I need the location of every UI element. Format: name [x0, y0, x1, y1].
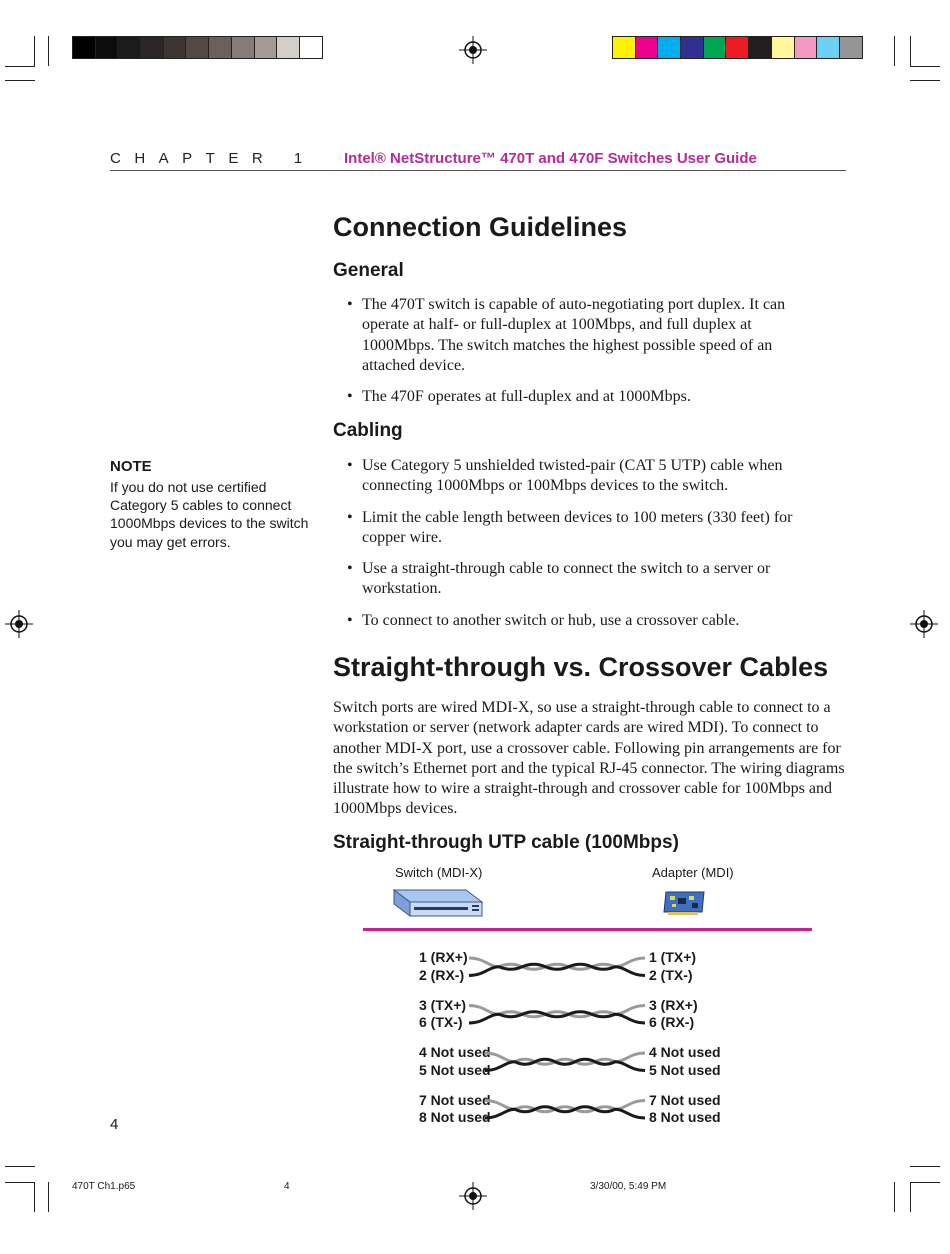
note-title: NOTE [110, 458, 152, 475]
pin-labels-left [419, 1044, 491, 1079]
color-swatch [840, 37, 862, 58]
wire-strand [485, 1101, 645, 1112]
color-swatch [164, 37, 187, 58]
color-swatch [772, 37, 795, 58]
cabling-bullet-list [333, 456, 813, 631]
color-swatch [636, 37, 659, 58]
list-item: • Use Category 5 unshielded twisted-pair (CAT 5 UTP) cable when connecting 1000Mbps or 100Mbps devices to the switch. [333, 456, 813, 497]
footer-page: 4 [284, 1181, 290, 1192]
list-item: • The 470T switch is capable of auto-negotiating port duplex. It can operate at half- or full-duplex at 100Mbps, and full duplex at 1000Mbps. The switch matches the highest possible speed of an attached device. [333, 295, 813, 376]
page-number: 4 [110, 1116, 119, 1133]
pin-label: 7 Not used [649, 1091, 721, 1108]
registration-target-icon [910, 610, 938, 638]
color-swatch [118, 37, 141, 58]
pin-label: 1 (TX+) [649, 949, 697, 965]
pin-label: 1 (RX+) [419, 949, 468, 965]
color-swatch [255, 37, 278, 58]
list-item: • Use a straight-through cable to connect the switch to a server or workstation. [333, 559, 813, 600]
pin-labels-right [649, 1092, 721, 1127]
wire-strand [485, 1053, 645, 1064]
pin-labels-right [649, 997, 698, 1032]
footer-timestamp: 3/30/00, 5:49 PM [590, 1181, 667, 1192]
footer-filename: 470T Ch1.p65 [72, 1181, 136, 1192]
list-item: • To connect to another switch or hub, use a crossover cable. [333, 611, 813, 631]
pin-label: 7 Not used [419, 1091, 491, 1108]
pin-labels-left [419, 949, 468, 984]
general-bullet-list [333, 295, 813, 407]
subheading-general: General [333, 260, 404, 281]
header-rule [110, 170, 846, 171]
list-item: • Limit the cable length between devices to 100 meters (330 feet) for copper wire. [333, 508, 813, 549]
color-swatch [817, 37, 840, 58]
color-swatch [232, 37, 255, 58]
color-swatch [613, 37, 636, 58]
pin-label: 6 (RX-) [649, 1014, 695, 1030]
pin-label: 3 (TX+) [419, 996, 467, 1013]
wire-strand [469, 1006, 645, 1017]
color-swatch [141, 37, 164, 58]
adapter-label: Adapter (MDI) [652, 865, 734, 880]
guide-title: Intel® NetStructure™ 470T and 470F Switches User Guide [344, 150, 757, 167]
registration-target-icon [459, 36, 487, 64]
list-item: • The 470F operates at full-duplex and at 1000Mbps. [333, 387, 813, 407]
pin-labels-right [649, 1044, 721, 1079]
pin-label: 3 (RX+) [649, 996, 698, 1013]
registration-target-icon [5, 610, 33, 638]
pin-label: 5 Not used [649, 1061, 721, 1078]
pin-label: 4 Not used [649, 1044, 721, 1060]
process-color-bar [612, 36, 863, 59]
color-swatch [726, 37, 749, 58]
switch-icon [392, 886, 484, 920]
color-swatch [73, 37, 96, 58]
color-swatch [681, 37, 704, 58]
pin-label: 8 Not used [419, 1109, 491, 1125]
color-swatch [658, 37, 681, 58]
wire-strand [485, 1107, 645, 1118]
registration-target-icon [459, 1182, 487, 1210]
chapter-label: CHAPTER 1 [110, 150, 316, 167]
pin-label: 5 Not used [419, 1061, 491, 1078]
wire-strand [485, 1059, 645, 1070]
pin-labels-left [419, 997, 466, 1032]
switch-label: Switch (MDI-X) [395, 865, 483, 880]
note-body: If you do not use certified Category 5 cables to connect 1000Mbps devices to the switch you may get errors. [110, 479, 309, 550]
section-heading-connection-guidelines: Connection Guidelines [333, 212, 628, 242]
pin-labels-right [649, 949, 696, 984]
wire-strand [469, 1012, 645, 1023]
color-swatch [704, 37, 727, 58]
pin-label: 8 Not used [649, 1109, 721, 1125]
color-swatch [795, 37, 818, 58]
network-adapter-icon [662, 890, 708, 918]
color-swatch [749, 37, 772, 58]
color-swatch [300, 37, 322, 58]
subheading-cabling: Cabling [333, 420, 403, 441]
wire-strand [469, 958, 645, 969]
pin-label: 4 Not used [419, 1044, 491, 1060]
pin-label: 2 (TX-) [649, 966, 693, 983]
diagram-title: Straight-through UTP cable (100Mbps) [333, 832, 679, 853]
color-swatch [186, 37, 209, 58]
section-heading-straight-vs-crossover: Straight-through vs. Crossover Cables [333, 652, 829, 682]
diagram-rule [363, 928, 812, 931]
color-swatch [209, 37, 232, 58]
pin-label: 6 (TX-) [419, 1014, 463, 1030]
color-swatch [96, 37, 119, 58]
wire-strand [469, 964, 645, 975]
body-paragraph: Switch ports are wired MDI-X, so use a straight-through cable to connect to a workstation or server (network adapter cards are wired MDI). To connect to another MDI-X port, use a crossover cable. Following pin arrangements are for the switch’s Ethernet port and the typical RJ-45 connector. The wiring diagrams illustrate how to wire a straight-through and crossover cable for 100Mbps and 1000Mbps devices. [333, 699, 845, 818]
color-swatch [277, 37, 300, 58]
grayscale-color-bar [72, 36, 323, 59]
pin-label: 2 (RX-) [419, 966, 465, 983]
pin-labels-left [419, 1092, 491, 1127]
